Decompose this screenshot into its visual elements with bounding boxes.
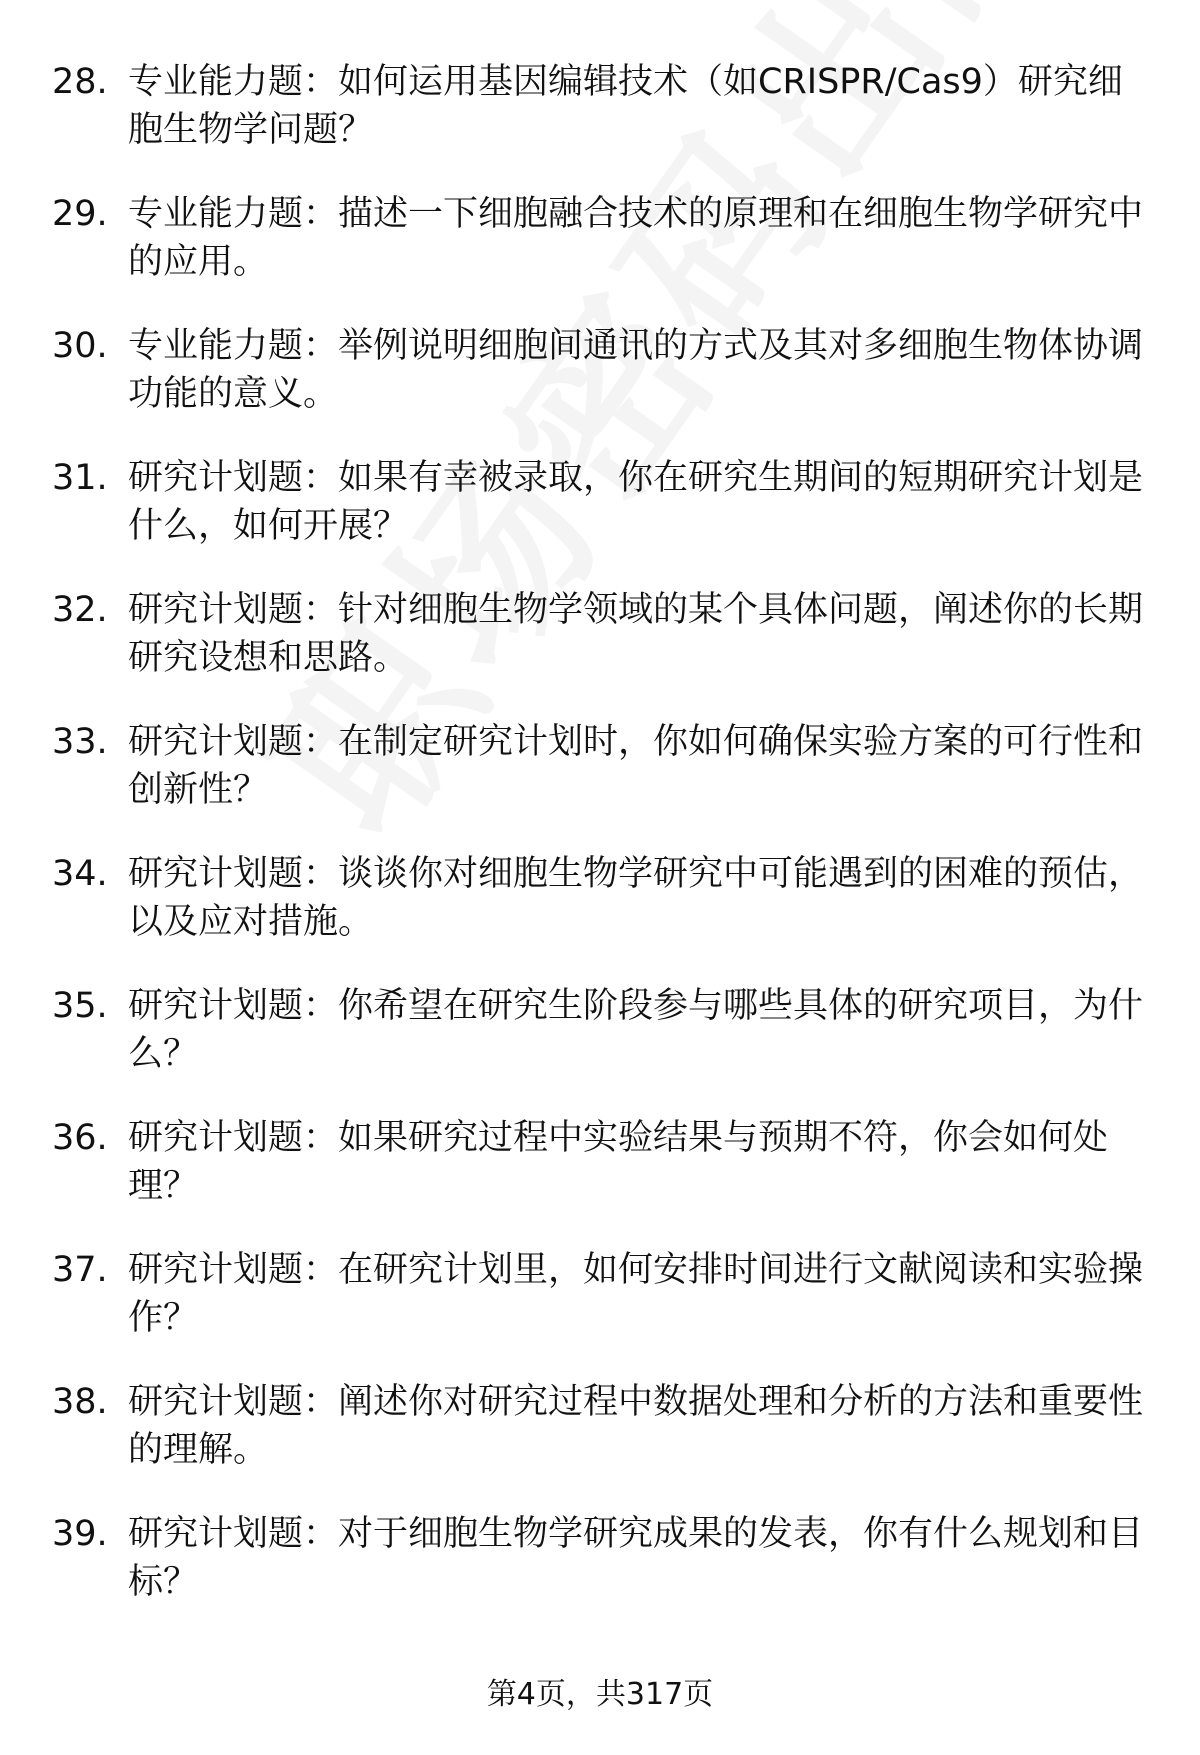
question-text: 专业能力题：如何运用基因编辑技术（如CRISPR/Cas9）研究细胞生物学问题？: [128, 62, 1123, 150]
question-text: 专业能力题：举例说明细胞间通讯的方式及其对多细胞生物体协调功能的意义。: [128, 326, 1144, 414]
question-number: 32.: [52, 590, 108, 630]
question-text: 研究计划题：谈谈你对细胞生物学研究中可能遇到的困难的预估，以及应对措施。: [128, 854, 1144, 942]
question-text: 研究计划题：如果有幸被录取，你在研究生期间的短期研究计划是什么，如何开展？: [128, 458, 1144, 546]
question-number: 30.: [52, 326, 108, 366]
question-number: 35.: [52, 986, 108, 1026]
question-item: [0, 586, 1200, 718]
question-number: 33.: [52, 722, 108, 762]
question-number: 28.: [52, 62, 108, 102]
question-item: [0, 322, 1200, 454]
question-list: [0, 58, 1200, 1642]
question-text: 研究计划题：在制定研究计划时，你如何确保实验方案的可行性和创新性？: [128, 722, 1144, 810]
question-number: 31.: [52, 458, 108, 498]
question-item: [0, 1510, 1200, 1642]
question-item: [0, 190, 1200, 322]
question-text: 研究计划题：如果研究过程中实验结果与预期不符，你会如何处理？: [128, 1118, 1109, 1206]
question-item: [0, 58, 1200, 190]
question-number: 36.: [52, 1118, 108, 1158]
question-item: [0, 454, 1200, 586]
page-footer: 第4页，共317页: [486, 1677, 714, 1712]
question-item: [0, 718, 1200, 850]
question-number: 37.: [52, 1250, 108, 1290]
question-number: 34.: [52, 854, 108, 894]
question-text: 研究计划题：在研究计划里，如何安排时间进行文献阅读和实验操作？: [128, 1250, 1144, 1338]
question-text: 研究计划题：对于细胞生物学研究成果的发表，你有什么规划和目标？: [128, 1514, 1144, 1602]
question-number: 29.: [52, 194, 108, 234]
question-item: [0, 982, 1200, 1114]
question-item: [0, 1378, 1200, 1510]
question-item: [0, 850, 1200, 982]
question-number: 39.: [52, 1514, 108, 1554]
question-text: 研究计划题：你希望在研究生阶段参与哪些具体的研究项目，为什么？: [128, 986, 1144, 1074]
question-item: [0, 1114, 1200, 1246]
question-text: 研究计划题：针对细胞生物学领域的某个具体问题，阐述你的长期研究设想和思路。: [128, 590, 1144, 678]
question-item: [0, 1246, 1200, 1378]
question-text: 研究计划题：阐述你对研究过程中数据处理和分析的方法和重要性的理解。: [128, 1382, 1144, 1470]
question-number: 38.: [52, 1382, 108, 1422]
question-text: 专业能力题：描述一下细胞融合技术的原理和在细胞生物学研究中的应用。: [128, 194, 1144, 282]
